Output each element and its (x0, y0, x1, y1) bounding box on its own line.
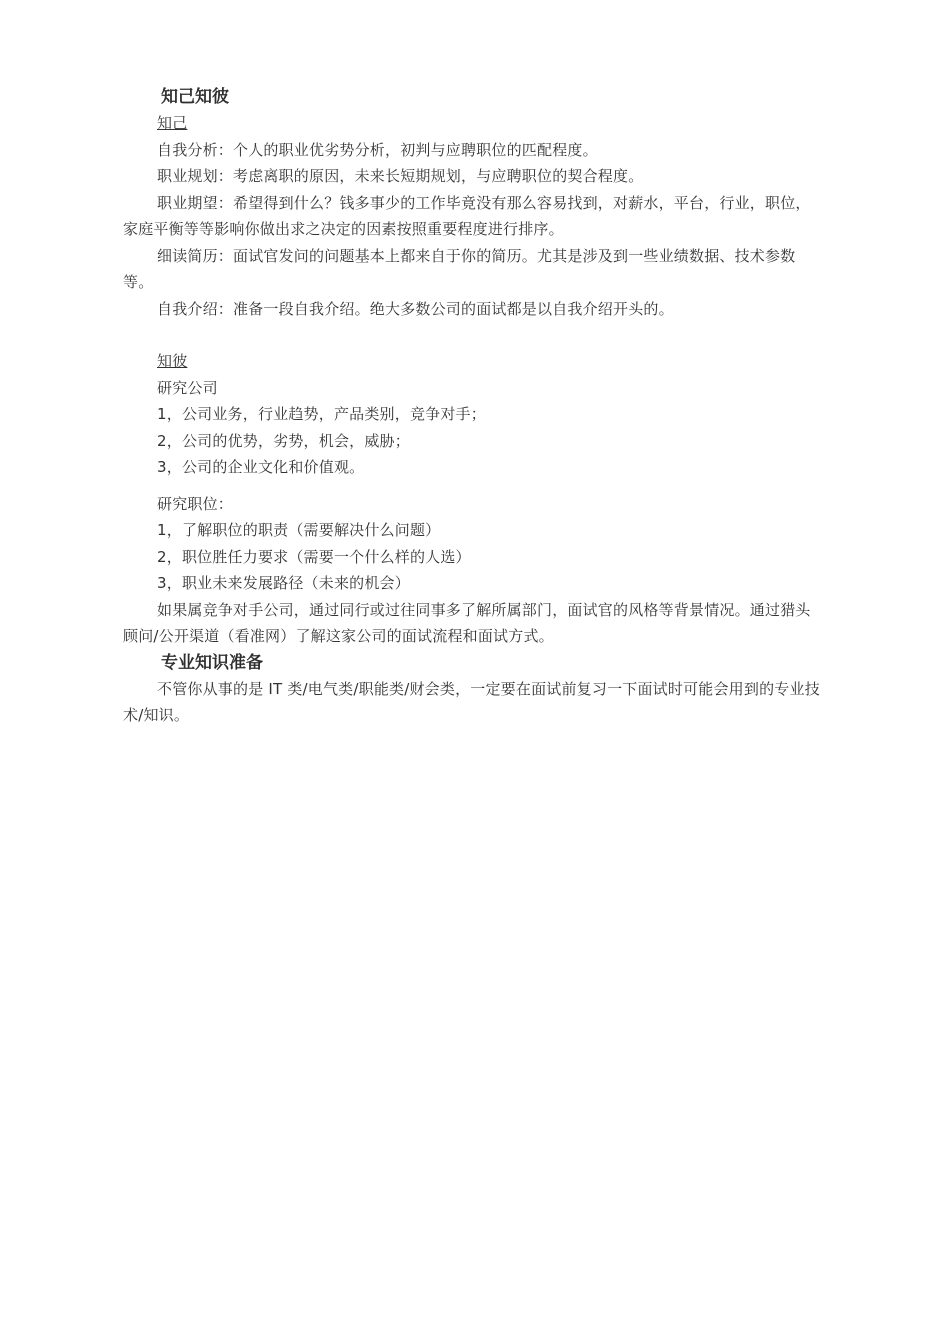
company-item: 3，公司的企业文化和价值观。 (157, 458, 365, 476)
subheading-zhibi (123, 348, 823, 375)
spacer (123, 481, 823, 491)
research-company-title: 研究公司 (157, 378, 218, 397)
company-item: 1，公司业务，行业趋势，产品类别，竞争对手； (157, 405, 486, 423)
document-page (123, 84, 823, 729)
section-heading-professional-knowledge: 专业知识准备 (161, 652, 263, 673)
zhiji-item: 自我介绍：准备一段自我介绍。绝大多数公司的面试都是以自我介绍开头的。 (157, 299, 674, 318)
company-item: 2，公司的优势，劣势，机会，威胁； (157, 431, 410, 450)
spacer (123, 322, 823, 348)
position-item: 1，了解职位的职责（需要解决什么问题） (157, 521, 441, 539)
position-item: 2，职位胜任力要求（需要一个什么样的人选） (157, 547, 471, 566)
zhiji-item: 职业规划：考虑离职的原因，未来长短期规划，与应聘职位的契合程度。 (157, 167, 644, 185)
zhiji-item: 自我分析：个人的职业优劣势分析，初判与应聘职位的匹配程度。 (157, 140, 598, 159)
zhiji-item: 细读简历：面试官发问的问题基本上都来自于你的简历。尤其是涉及到一些业绩数据、技术参数等。 (123, 246, 796, 291)
subheading-zhiji (123, 110, 823, 137)
professional-knowledge-body: 不管你从事的是 IT 类/电气类/职能类/财会类，一定要在面试前复习一下面试时可能会用到的专业技术/知识。 (123, 679, 820, 724)
subheading-zhiji-text: 知己 (157, 114, 188, 132)
competitor-note: 如果属竞争对手公司，通过同行或过往同事多了解所属部门，面试官的风格等背景情况。通过猎头顾问/公开渠道（看准网）了解这家公司的面试流程和面试方式。 (123, 600, 811, 645)
subheading-zhibi-text: 知彼 (157, 352, 188, 370)
research-position-title: 研究职位： (157, 494, 234, 513)
position-item: 3，职业未来发展路径（未来的机会） (157, 574, 410, 592)
section-heading-zhiji-zhibi: 知己知彼 (161, 87, 229, 107)
zhiji-item: 职业期望：希望得到什么？钱多事少的工作毕竟没有那么容易找到，对薪水，平台，行业，职位，家庭平衡等等影响你做出求之决定的因素按照重要程度进行排序。 (123, 193, 811, 238)
